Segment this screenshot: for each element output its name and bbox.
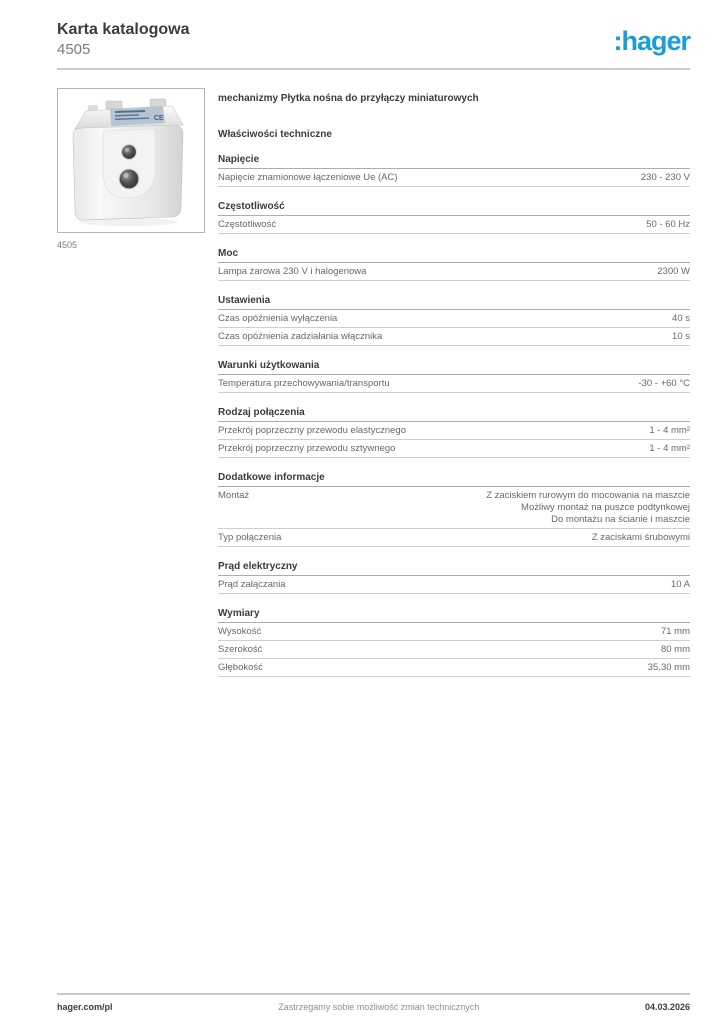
- spec-row: [218, 529, 690, 547]
- spec-value: 80 mm: [660, 644, 690, 655]
- spec-value: 50 - 60 Hz: [646, 219, 690, 230]
- spec-row: [218, 487, 690, 529]
- spec-value: -30 - +60 °C: [638, 378, 690, 389]
- spec-section: [218, 405, 690, 458]
- spec-row: [218, 440, 690, 458]
- spec-section: [218, 358, 690, 393]
- section-heading: Warunki użytkowania: [218, 358, 690, 375]
- section-heading: Ustawienia: [218, 293, 690, 310]
- spec-column: [218, 88, 690, 677]
- spec-section: [218, 293, 690, 346]
- spec-sections: [218, 152, 690, 677]
- spec-section: [218, 559, 690, 594]
- spec-row: [218, 576, 690, 594]
- spec-value: Z zaciskami śrubowymi: [591, 532, 690, 543]
- spec-value: Z zaciskiem rurowym do mocowania na maszcie Możliwy montaż na puszce podtynkowej Do montażu na ścianie i maszcie: [486, 490, 690, 525]
- spec-label: Lampa żarowa 230 V i halogenowa: [218, 266, 367, 277]
- spec-section: [218, 470, 690, 547]
- spec-row: [218, 328, 690, 346]
- spec-label: Szerokość: [218, 644, 263, 655]
- footer-disclaimer: Zastrzegamy sobie możliwość zmian technicznych: [278, 1002, 480, 1012]
- svg-text:CE: CE: [153, 114, 164, 122]
- spec-section: [218, 246, 690, 281]
- spec-value: 10 A: [670, 579, 690, 590]
- spec-label: Typ połączenia: [218, 532, 282, 543]
- doc-title-block: [57, 20, 189, 59]
- spec-row: [218, 623, 690, 641]
- product-image-caption: 4505: [57, 240, 78, 250]
- spec-row: [218, 641, 690, 659]
- spec-value: 71 mm: [660, 626, 690, 637]
- spec-section: [218, 152, 690, 187]
- spec-row: [218, 263, 690, 281]
- section-heading: Rodzaj połączenia: [218, 405, 690, 422]
- spec-label: Przekrój poprzeczny przewodu sztywnego: [218, 443, 396, 454]
- footer-website: hager.com/pl: [57, 1002, 113, 1012]
- spec-label: Przekrój poprzeczny przewodu elastycznego: [218, 425, 406, 436]
- spec-row: [218, 422, 690, 440]
- product-photo-drawing: [58, 89, 204, 232]
- spec-label: Wysokość: [218, 626, 262, 637]
- spec-row: [218, 310, 690, 328]
- spec-value: 1 - 4 mm²: [649, 443, 690, 454]
- spec-value: 35,30 mm: [647, 662, 690, 673]
- header-divider: [57, 68, 690, 70]
- spec-label: Czas opóźnienia wyłączenia: [218, 313, 338, 324]
- section-heading: Częstotliwość: [218, 199, 690, 216]
- product-image-column: [57, 88, 205, 250]
- hager-logo: :hager: [613, 26, 690, 56]
- spec-value: 10 s: [672, 331, 690, 342]
- section-heading: Moc: [218, 246, 690, 263]
- spec-value: 2300 W: [657, 266, 690, 277]
- section-heading: Wymiary: [218, 606, 690, 623]
- spec-section: [218, 199, 690, 234]
- tech-properties-title: Właściwości techniczne: [218, 129, 332, 140]
- spec-value: 230 - 230 V: [640, 172, 690, 183]
- spec-row: [218, 375, 690, 393]
- spec-row: [218, 216, 690, 234]
- section-heading: Prąd elektryczny: [218, 559, 690, 576]
- spec-label: Częstotliwość: [218, 219, 277, 230]
- spec-value: 40 s: [672, 313, 690, 324]
- spec-row: [218, 659, 690, 677]
- page-header: [57, 20, 690, 59]
- spec-value: 1 - 4 mm²: [649, 425, 690, 436]
- spec-label: Napięcie znamionowe łączeniowe Ue (AC): [218, 172, 398, 183]
- page-title: Karta katalogowa: [57, 21, 190, 38]
- spec-row: [218, 169, 690, 187]
- footer-date: 04.03.2026: [644, 1002, 690, 1012]
- spec-label: Czas opóźnienia zadziałania włącznika: [218, 331, 383, 342]
- section-heading: Napięcie: [218, 152, 690, 169]
- spec-label: Głębokość: [218, 662, 263, 673]
- category-title: mechanizmy Płytka nośna do przyłączy miniaturowych: [218, 93, 479, 104]
- spec-label: Montaż: [218, 490, 250, 501]
- spec-section: [218, 606, 690, 677]
- product-image: [57, 88, 205, 233]
- page-footer: [57, 993, 690, 1012]
- section-heading: Dodatkowe informacje: [218, 470, 690, 487]
- main-area: [57, 88, 690, 677]
- spec-label: Prąd załączania: [218, 579, 286, 590]
- product-number: 4505: [57, 41, 91, 58]
- spec-label: Temperatura przechowywania/transportu: [218, 378, 390, 389]
